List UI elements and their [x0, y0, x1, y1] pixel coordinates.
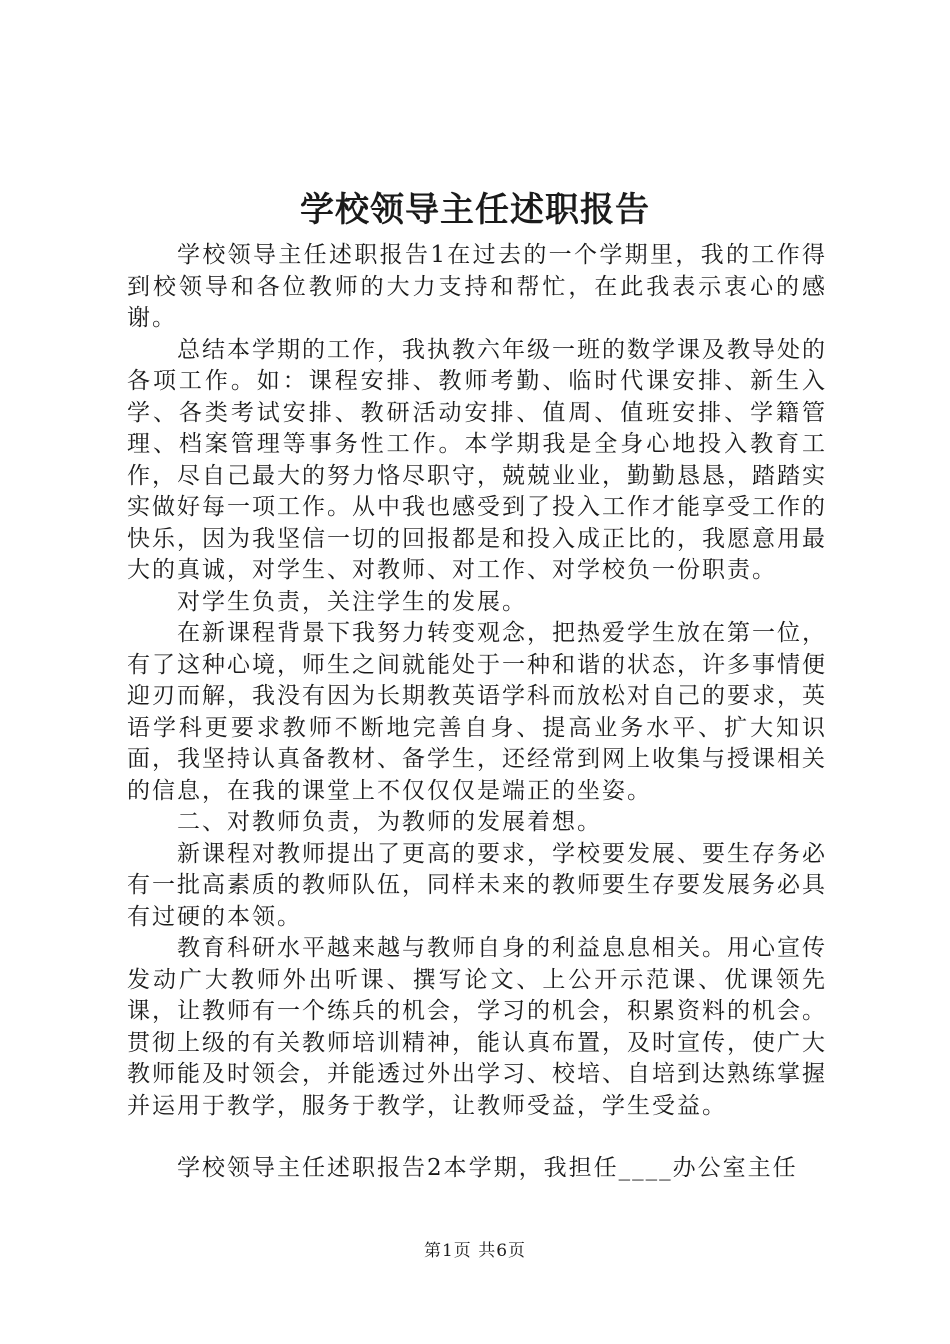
paragraph: 新课程对教师提出了更高的要求，学校要发展、要生存务必有一批高素质的教师队伍，同样未来的教师要生存要发展务必具有过硬的本领。 — [127, 840, 827, 930]
paragraph: 学校领导主任述职报告2本学期，我担任____办公室主任 — [177, 1155, 798, 1181]
document-body — [127, 240, 827, 1185]
paragraph: 二、对教师负责，为教师的发展着想。 — [177, 809, 602, 835]
paragraph: 在新课程背景下我努力转变观念，把热爱学生放在第一位，有了这种心境，师生之间就能处于一种和谐的状态，许多事情便迎刃而解，我没有因为长期教英语学科而放松对自己的要求，英语学科更要求教师不断地完善自身、提高业务水平、扩大知识面，我坚持认真备教材、备学生，还经常到网上收集与授课相关的信息，在我的课堂上不仅仅仅是端正的坐姿。 — [127, 620, 827, 804]
page-footer: 第1页 共6页 — [423, 1241, 527, 1261]
paragraph: 教育科研水平越来越与教师自身的利益息息相关。用心宣传发动广大教师外出听课、撰写论文、上公开示范课、优课领先课，让教师有一个练兵的机会，学习的机会，积累资料的机会。贯彻上级的有关教师培训精神，能认真布置，及时宣传，使广大教师能及时领会，并能透过外出学习、校培、自培到达熟练掌握并运用于教学，服务于教学，让教师受益，学生受益。 — [127, 935, 827, 1119]
paragraph: 学校领导主任述职报告1在过去的一个学期里，我的工作得到校领导和各位教师的大力支持和帮忙，在此我表示衷心的感谢。 — [127, 242, 827, 331]
paragraph: 对学生负责，关注学生的发展。 — [177, 588, 527, 615]
document-title: 学校领导主任述职报告 — [300, 190, 650, 230]
paragraph: 总结本学期的工作，我执教六年级一班的数学课及教导处的各项工作。如：课程安排、教师考勤、临时代课安排、新生入学、各类考试安排、教研活动安排、值周、值班安排、学籍管理、档案管理等事务性工作。本学期我是全身心地投入教育工作，尽自己最大的努力恪尽职守，兢兢业业，勤勤恳恳，踏踏实实做好每一项工作。从中我也感受到了投入工作才能享受工作的快乐，因为我坚信一切的回报都是和投入成正比的，我愿意用最大的真诚，对学生、对教师、对工作、对学校负一份职责。 — [127, 336, 827, 583]
